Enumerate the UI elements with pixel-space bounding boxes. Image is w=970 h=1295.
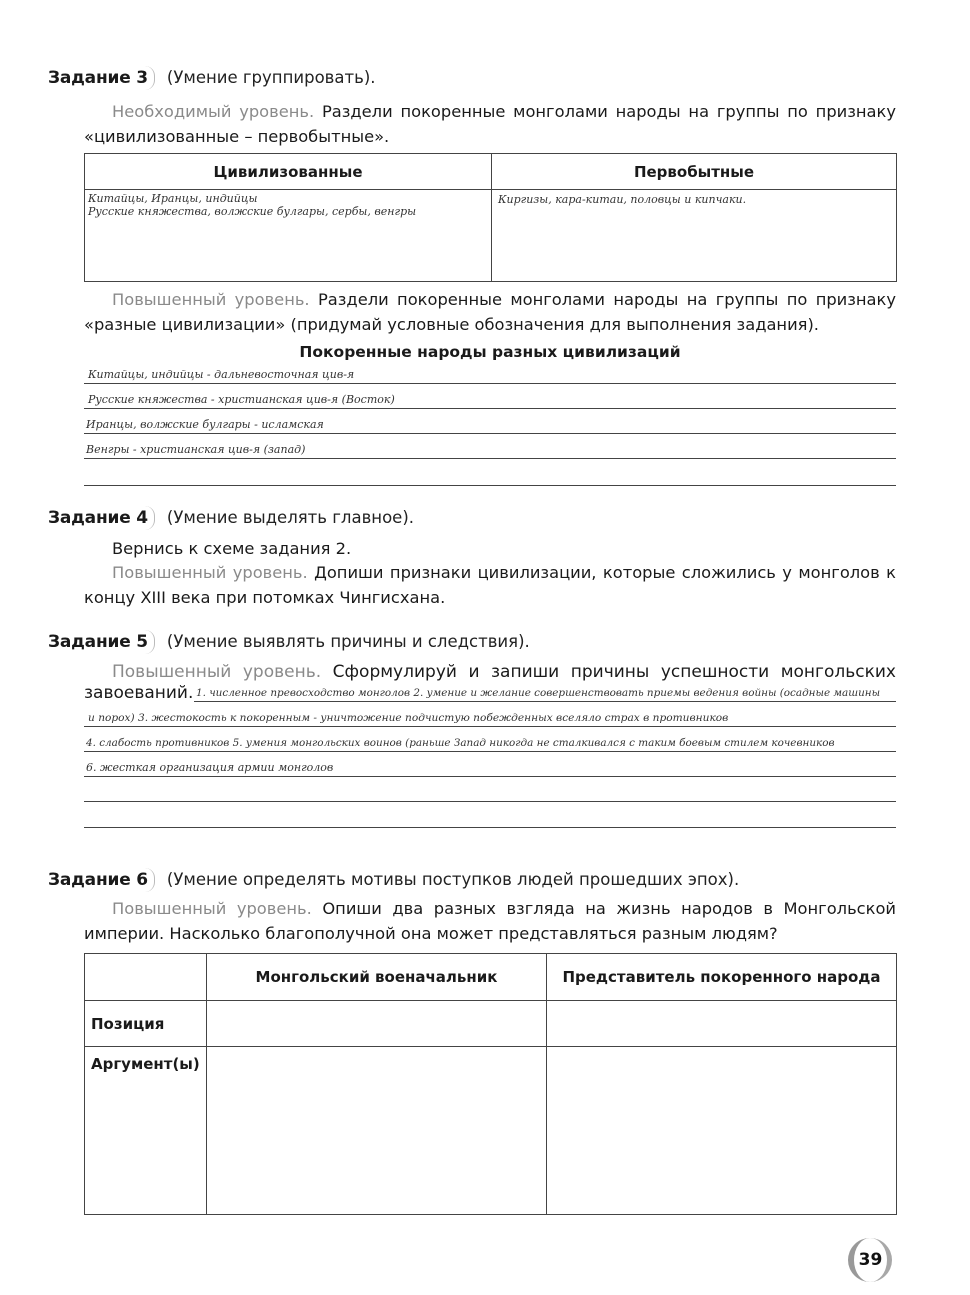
answer-text: 1. численное превосходство монголов 2. умение и желание совершенствовать приемы ведения войны (осадные машины <box>196 687 881 699</box>
answer-text: 6. жесткая организация армии монголов <box>86 761 334 774</box>
task6-label: Задание 6 <box>46 868 155 892</box>
answer-line[interactable] <box>84 434 896 459</box>
answer-text: Китайцы, индийцы - дальневосточная цив-я <box>88 368 355 381</box>
task6-header <box>46 868 739 892</box>
task5-label: Задание 5 <box>46 630 155 654</box>
primitive-line: Киргизы, кара-китаи, половцы и кипчаки. <box>498 193 747 206</box>
task5-text: Сформулируй и запиши причины успешности монгольских <box>321 662 896 682</box>
task4-level: Повышенный уровень. <box>112 563 308 582</box>
position-mongol-cell[interactable] <box>207 1001 547 1047</box>
task4-instruction <box>84 560 896 610</box>
task5-text-continued: завоеваний. <box>84 683 194 703</box>
answer-text: Венгры - христианская цив-я (запад) <box>86 443 306 456</box>
task6-instruction <box>84 896 896 946</box>
header-primitive: Первобытные <box>492 154 897 190</box>
header-mongol-commander: Монгольский военачальник <box>207 954 547 1001</box>
task4-header <box>46 506 414 530</box>
header-civilized: Цивилизованные <box>85 154 492 190</box>
task5-skill: (Умение выявлять причины и следствия). <box>166 632 530 651</box>
answer-text: Иранцы, волжские булгары - исламская <box>86 418 324 431</box>
header-conquered-representative: Представитель покоренного народа <box>547 954 897 1001</box>
perspectives-table <box>84 953 897 1215</box>
position-conquered-cell[interactable] <box>547 1001 897 1047</box>
task3-instruction-required <box>84 99 896 149</box>
answer-text: Русские княжества - христианская цив-я (Восток) <box>88 393 395 406</box>
answer-line[interactable] <box>84 803 896 828</box>
row-label-arguments: Аргумент(ы) <box>85 1047 207 1215</box>
task5-header <box>46 630 530 654</box>
civilized-primitive-table <box>84 153 897 282</box>
row-label-position: Позиция <box>85 1001 207 1047</box>
civilizations-subtitle: Покоренные народы разных цивилизаций <box>299 343 681 361</box>
arguments-mongol-cell[interactable] <box>207 1047 547 1215</box>
task3-header <box>46 66 376 90</box>
answer-text: 4. слабость противников 5. умения монгольских воинов (раньше Запад никогда не сталкивался с таким боевым стилем кочевников <box>86 737 835 749</box>
answer-text: и порох) 3. жестокость к покоренным - уничтожение подчистую побежденных вселяло страх в противников <box>88 712 729 724</box>
answer-line[interactable] <box>84 359 896 384</box>
task3-text-required: Раздели покоренные монголами народы на группы по признаку «цивилизованные – первобытные». <box>84 102 896 146</box>
task3-text-advanced: Раздели покоренные монголами народы на группы по признаку «разные цивилизации» (придумай условные обозначения для выполнения задания). <box>84 290 896 334</box>
task3-label: Задание 3 <box>46 66 155 90</box>
primitive-cell[interactable] <box>492 190 897 282</box>
task4-text: Допиши признаки цивилизации, которые сложились у монголов к концу XIII века при потомках Чингисхана. <box>84 563 896 607</box>
civilized-cell[interactable] <box>85 190 492 282</box>
answer-line[interactable] <box>84 702 896 727</box>
task4-skill: (Умение выделять главное). <box>166 508 415 527</box>
answer-line[interactable] <box>84 752 896 777</box>
civilized-line: Русские княжества, волжские булгары, сербы, венгры <box>88 205 417 218</box>
task3-level-advanced: Повышенный уровень. <box>112 290 310 309</box>
arguments-conquered-cell[interactable] <box>547 1047 897 1215</box>
task4-label: Задание 4 <box>46 506 155 530</box>
task5-level: Повышенный уровень. <box>112 662 322 682</box>
answer-line[interactable] <box>84 727 896 752</box>
task6-text: Опиши два разных взгляда на жизнь народов в Монгольской империи. Насколько благополучной она может представляться разным людям? <box>84 899 896 943</box>
page-number: 39 <box>848 1238 892 1282</box>
answer-line[interactable] <box>84 409 896 434</box>
task6-skill: (Умение определять мотивы поступков людей прошедших эпох). <box>166 870 740 889</box>
civilized-line: Китайцы, Иранцы, индийцы <box>88 192 258 205</box>
task3-skill: (Умение группировать). <box>166 68 376 87</box>
task6-level: Повышенный уровень. <box>112 899 312 918</box>
answer-line[interactable] <box>84 777 896 802</box>
task3-level-required: Необходимый уровень. <box>112 102 315 121</box>
answer-line[interactable] <box>84 384 896 409</box>
answer-line[interactable] <box>194 677 896 702</box>
header-empty <box>85 954 207 1001</box>
task4-line1: Вернись к схеме задания 2. <box>112 539 352 558</box>
task3-instruction-advanced <box>84 287 896 337</box>
answer-line[interactable] <box>84 461 896 486</box>
